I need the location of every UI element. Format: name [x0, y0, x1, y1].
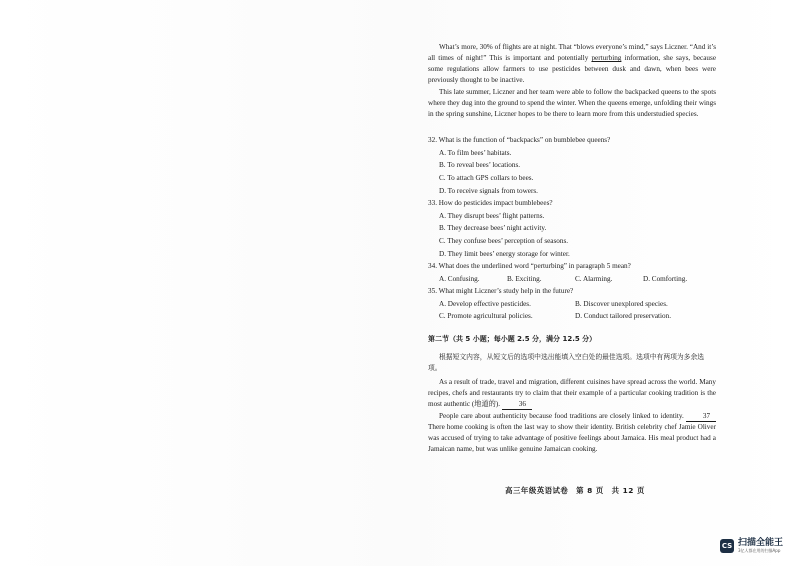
scanner-watermark — [720, 538, 783, 553]
page-footer: 高三年级英语试卷 第 8 页 共 12 页 — [505, 486, 645, 495]
question-34 — [428, 261, 716, 285]
option: C. To attach GPS collars to bees. — [439, 173, 534, 182]
question-stem: 35. What might Liczner’s study help in the future? — [428, 287, 574, 296]
option: A. To film bees’ habitats. — [439, 148, 512, 157]
option: B. Discover unexplored species. — [575, 299, 668, 308]
question-33 — [428, 198, 716, 259]
watermark-tagline: 3亿人都在用的扫描App — [738, 548, 781, 553]
option: C. Promote agricultural policies. — [439, 312, 533, 321]
camscanner-logo-icon: CS — [720, 539, 734, 553]
underlined-word: perturbing — [591, 54, 622, 63]
passage-paragraph: This late summer, Liczner and her team were able to follow the backpacked queens to the spots where they dug into the ground to spend the winter. When the queens emerge, unfolding their wings in the spring sunshine, Liczner hopes to be there to learn more from this understudied species. — [428, 87, 716, 119]
option: A. They disrupt bees’ flight patterns. — [439, 211, 545, 220]
option: C. Alarming. — [575, 274, 613, 283]
section-instruction: 根据短文内容，从短文后的选项中选出能填入空白处的最佳选项。选项中有两项为多余选项。 — [428, 352, 705, 372]
section-heading: 第二节（共 5 小题；每小题 2.5 分，满分 12.5 分） — [428, 334, 597, 343]
watermark-name: 扫描全能王 — [738, 538, 784, 548]
option: B. They decrease bees’ night activity. — [439, 224, 547, 233]
option: C. They confuse bees’ perception of seasons. — [439, 236, 569, 245]
option-row — [439, 299, 716, 310]
question-stem: 34. What does the underlined word “perturbing” in paragraph 5 mean? — [428, 262, 631, 271]
question-stem: 33. How do pesticides impact bumblebees? — [428, 199, 553, 208]
option: D. Conduct tailored preservation. — [575, 312, 672, 321]
passage-paragraph: As a result of trade, travel and migration, different cuisines have spread across the world. Many recipes, chefs and restaurants try to claim that their example of a particular cooking tradition is the most authentic (地道的). 36 — [428, 377, 716, 409]
option: D. They limit bees’ energy storage for winter. — [439, 249, 570, 258]
option: D. To receive signals from towers. — [439, 186, 538, 195]
question-32 — [428, 135, 716, 196]
question-stem: 32. What is the function of “backpacks” on bumblebee queens? — [428, 136, 611, 145]
option: B. Exciting. — [507, 274, 542, 283]
option: D. Comforting. — [643, 274, 688, 283]
option: B. To reveal bees’ locations. — [439, 161, 521, 170]
option: A. Develop effective pesticides. — [439, 299, 531, 308]
option-row — [439, 311, 716, 322]
question-35 — [428, 286, 716, 322]
option-row — [439, 274, 716, 285]
passage-paragraph: People care about authenticity because food traditions are closely linked to identity. 37 There home cooking is often the last way to show their identity. British celebrity chef Jamie Oliver was accused of trying to take advantage of positive feelings about Jamaica. His meal product had a Jamaican name, but was unlike genuine Jamaican cooking. — [428, 411, 716, 453]
exam-column — [428, 42, 716, 456]
passage-paragraph: What’s more, 30% of flights are at night. That “blows everyone’s mind,” says Liczner. “And it’s all times of night!” This is important and potentially perturbing information, she says, because some regulations allow farmers to use pesticides between dusk and dawn, when bees were previously thought to be inactive. — [428, 43, 717, 85]
blank-36: 36 — [502, 400, 532, 410]
blank-37: 37 — [686, 412, 716, 422]
option: A. Confusing. — [439, 274, 480, 283]
